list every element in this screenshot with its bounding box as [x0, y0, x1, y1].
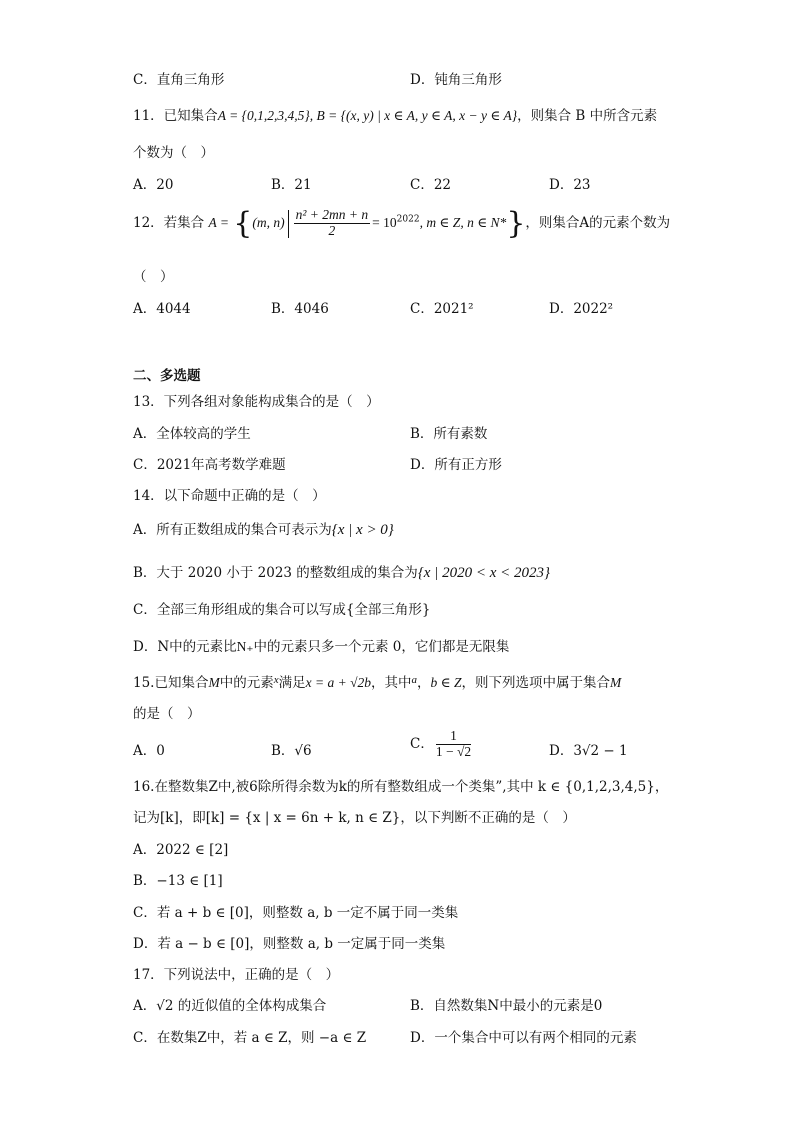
q14-option-b-text: B．大于 2020 小于 2023 的整数组成的集合为: [133, 565, 418, 581]
q15-option-c-den: 1 − √2: [435, 743, 472, 759]
q12-stem: [133, 206, 670, 241]
q16-option-a: A．2022 ∈ [2]: [133, 842, 229, 858]
q13-stem: 13．下列各组对象能构成集合的是（ ）: [133, 394, 380, 410]
q16-stem-line1: 16.在整数集Z中,被6除所得余数为k的所有整数组成一个类集”,其中 k ∈ {0,1,2,3,4,5}，: [133, 779, 669, 795]
q11-option-b: B．21: [271, 177, 312, 193]
set-builder-bar: [288, 210, 289, 238]
q14-stem: 14．以下命题中正确的是（ ）: [133, 488, 326, 504]
q14-option-a-math: {x | x > 0}: [331, 522, 394, 538]
q15-option-b: B．√6: [271, 743, 312, 759]
q12-stem-line2: （ ）: [133, 269, 174, 285]
q12-stem-prefix: 12．若集合: [133, 215, 205, 231]
q15-prefix: 15.已知集合: [133, 675, 209, 691]
q15-formula: x = a + √2b: [305, 675, 371, 690]
q14-option-d-suffix: 中的元素只多一个元素 0，它们都是无限集: [253, 639, 510, 655]
q15-mid5: ，则下列选项中属于集合: [461, 675, 611, 691]
q10-option-d: D．钝角三角形: [410, 72, 502, 88]
q12-conds: , m ∈ Z, n ∈ N*: [419, 215, 507, 230]
q15-option-c-fraction: [436, 729, 471, 760]
q13-option-c: C．2021年高考数学难题: [133, 457, 286, 473]
q15-option-c: [410, 729, 473, 760]
q14-option-c: C．全部三角形组成的集合可以写成{全部三角形}: [133, 602, 431, 618]
q11-stem-suffix: ，则集合 B 中所含元素: [517, 108, 658, 124]
left-brace-icon: {: [233, 206, 253, 241]
q12-denominator: 2: [328, 223, 336, 238]
q15-mid1: 中的元素: [219, 675, 274, 691]
q14-option-a: [133, 518, 394, 539]
q12-fraction: [294, 208, 371, 239]
q12-pair: (m, n): [252, 215, 285, 230]
q14-option-d-prefix: D．N中的元素比: [133, 639, 237, 655]
q14-option-b-math: {x | 2020 < x < 2023}: [417, 565, 550, 581]
q11-stem-prefix: 11．已知集合: [133, 108, 218, 124]
q15-option-d: D．3√2 − 1: [549, 743, 628, 759]
q14-option-b: [133, 561, 550, 582]
q15-mid3: ，其中: [371, 675, 412, 691]
q11-option-d: D．23: [549, 177, 591, 193]
q15-stem: [133, 671, 621, 691]
q15-set-m: M: [208, 675, 220, 690]
q16-stem-line2: 记为[k]，即[k] = {x | x = 6n + k, n ∈ Z}，以下判断不正确的是（ ）: [133, 810, 576, 826]
q15-option-c-label: C．: [410, 735, 434, 752]
q13-option-a: A．全体较高的学生: [133, 426, 251, 442]
q14-option-d-math: N₊: [236, 639, 254, 654]
right-brace-icon: }: [506, 206, 526, 241]
q16-option-d: D．若 a − b ∈ [0]，则整数 a, b 一定属于同一类集: [133, 936, 446, 952]
q15-var-x: x: [273, 674, 279, 686]
q12-rhs: = 10: [372, 215, 397, 230]
q11-option-a: A．20: [133, 177, 174, 193]
q17-option-a: A．√2 的近似值的全体构成集合: [133, 998, 327, 1014]
q13-option-b: B．所有素数: [410, 426, 488, 442]
q17-option-c: C．在数集Z中，若 a ∈ Z，则 −a ∈ Z: [133, 1030, 367, 1046]
q15-mid4: ，: [417, 675, 431, 691]
q14-option-d: [133, 635, 509, 655]
q15-stem-line2: 的是（ ）: [133, 706, 201, 722]
q15-var-a: a: [411, 674, 417, 686]
q12-numerator: n² + 2mn + n: [295, 207, 369, 223]
q15-mid2: 满足: [278, 675, 306, 691]
q14-option-a-text: A．所有正数组成的集合可表示为: [133, 522, 332, 538]
q16-option-c: C．若 a + b ∈ [0]，则整数 a, b 一定不属于同一类集: [133, 905, 459, 921]
q12-exp: 2022: [396, 214, 420, 225]
q12-option-d: D．2022²: [549, 301, 614, 317]
q15-b-in-z: b ∈ Z: [430, 675, 462, 690]
q12-option-b: B．4046: [271, 301, 329, 317]
q12-option-a: A．4044: [133, 301, 191, 317]
q11-set-b: , B = {(x, y) | x ∈ A, y ∈ A, x − y ∈ A}: [309, 108, 518, 123]
q11-set-a: A = {0,1,2,3,4,5}: [217, 108, 310, 123]
q13-option-d: D．所有正方形: [410, 457, 502, 473]
q11-stem: [133, 104, 657, 124]
q17-option-b: B．自然数集N中最小的元素是0: [410, 998, 603, 1014]
q16-option-b: B．−13 ∈ [1]: [133, 873, 223, 889]
q10-option-c: C．直角三角形: [133, 72, 225, 88]
q12-lhs: A =: [208, 215, 229, 230]
q17-option-d: D．一个集合中可以有两个相同的元素: [410, 1030, 637, 1046]
q15-option-a: A．0: [133, 743, 165, 759]
q15-set-m2: M: [610, 675, 622, 690]
section-heading: 二、多选题: [133, 368, 201, 384]
q15-option-c-num: 1: [436, 729, 471, 745]
q12-option-c: C．2021²: [410, 301, 474, 317]
q17-stem: 17．下列说法中，正确的是（ ）: [133, 967, 340, 983]
q11-option-c: C．22: [410, 177, 452, 193]
q12-stem-suffix: ，则集合A的元素个数为: [525, 215, 671, 231]
q11-stem-line2: 个数为（ ）: [133, 145, 214, 161]
